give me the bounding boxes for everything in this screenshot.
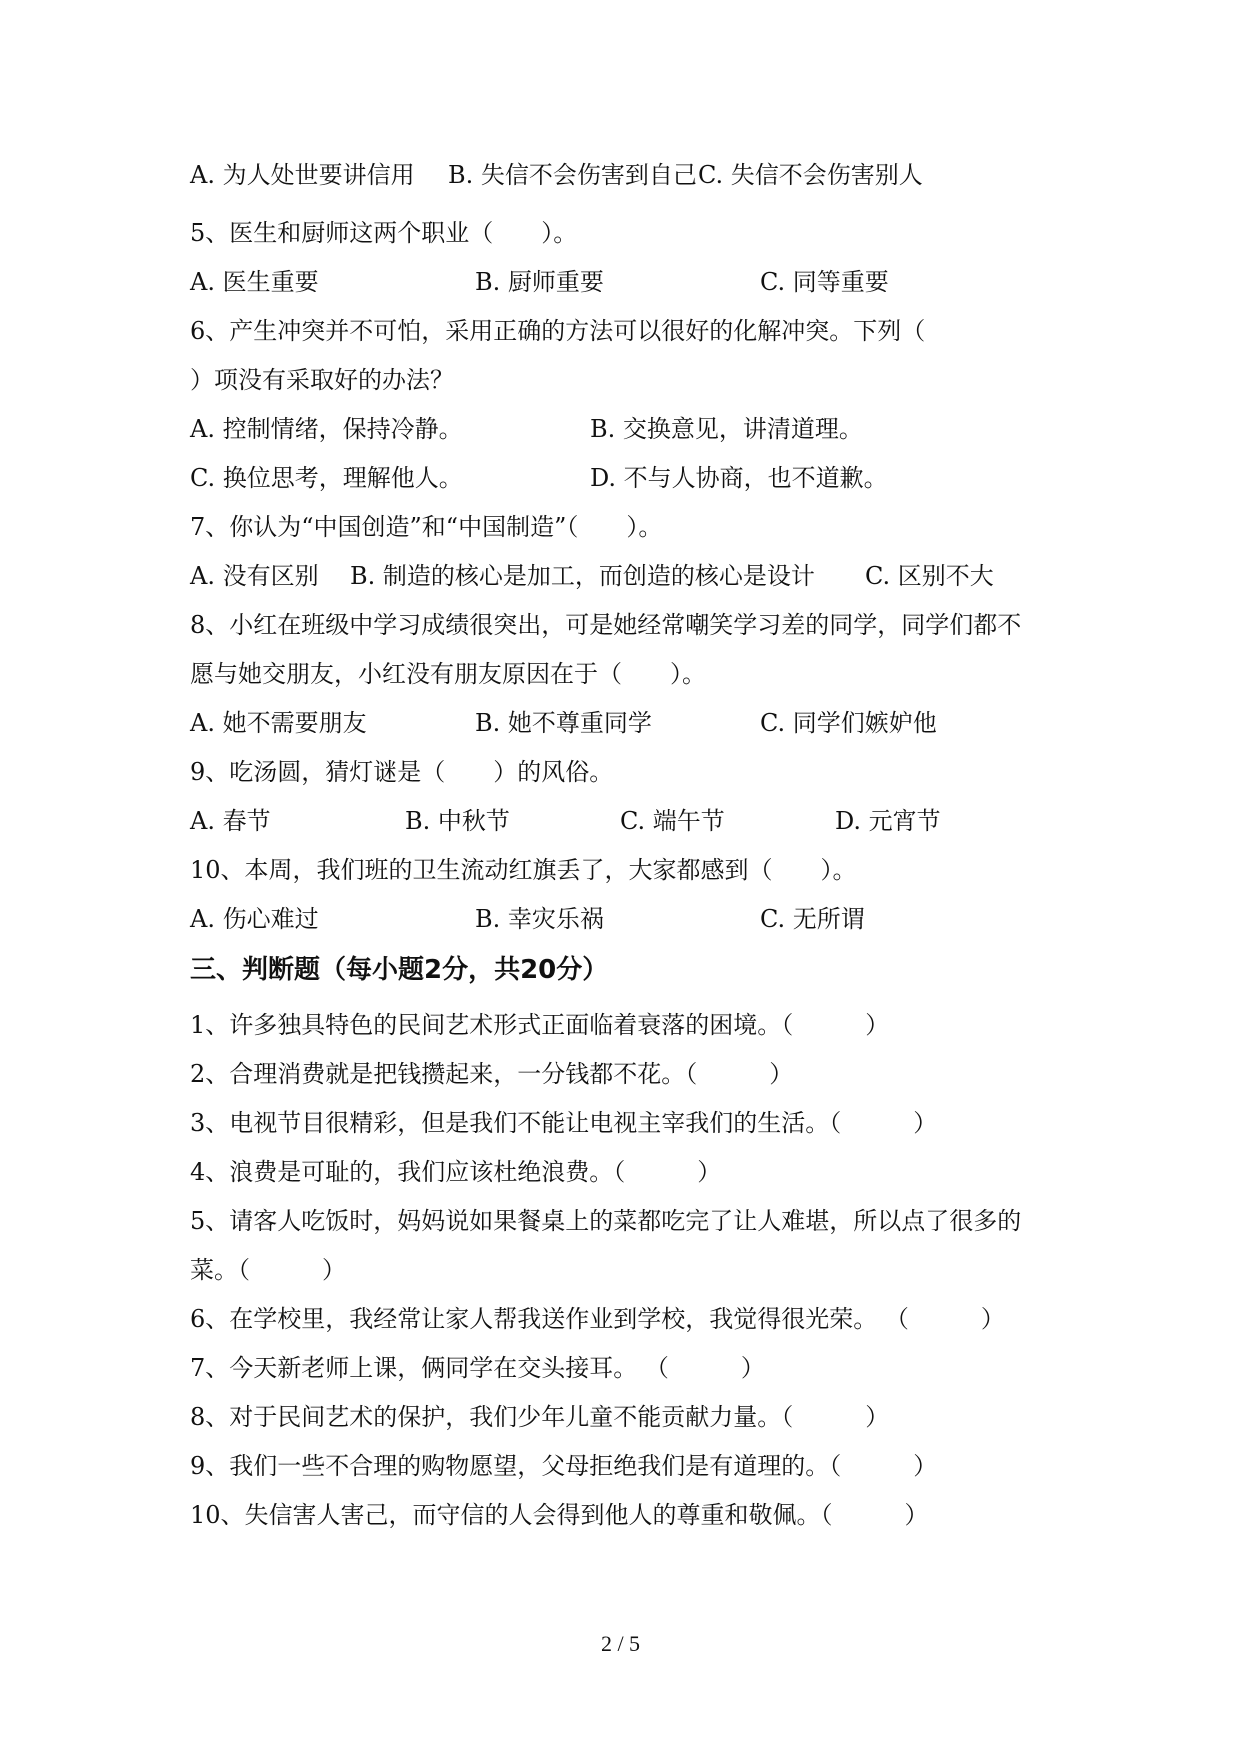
option-a: A. 为人处世要讲信用 — [190, 161, 415, 189]
option-c: C. 换位思考，理解他人。 — [190, 464, 463, 492]
judgment-item-6: 6、在学校里，我经常让家人帮我送作业到学校，我觉得很光荣。 （ ） — [190, 1305, 1005, 1333]
option-a: A. 伤心难过 — [190, 905, 319, 933]
judgment-item-1: 1、许多独具特色的民间艺术形式正面临着衰落的困境。（ ） — [190, 1011, 890, 1039]
question-6-stem-line1: 6、产生冲突并不可怕，采用正确的方法可以很好的化解冲突。下列（ — [190, 317, 926, 345]
option-c: C. 区别不大 — [865, 562, 994, 590]
question-8-stem-line2: 愿与她交朋友，小红没有朋友原因在于（ ）。 — [190, 660, 706, 688]
judgment-item-8: 8、对于民间艺术的保护，我们少年儿童不能贡献力量。（ ） — [190, 1403, 890, 1431]
option-c: C. 同学们嫉妒他 — [760, 709, 937, 737]
option-a: A. 医生重要 — [190, 268, 319, 296]
judgment-item-9: 9、我们一些不合理的购物愿望，父母拒绝我们是有道理的。（ ） — [190, 1452, 938, 1480]
option-d: D. 元宵节 — [835, 807, 941, 835]
option-c: C. 同等重要 — [760, 268, 889, 296]
option-b: B. 中秋节 — [405, 807, 510, 835]
option-b: B. 制造的核心是加工，而创造的核心是设计 — [350, 562, 815, 590]
section-heading: 三、判断题（每小题2分，共20分） — [190, 955, 609, 985]
judgment-item-2: 2、合理消费就是把钱攒起来，一分钱都不花。（ ） — [190, 1060, 794, 1088]
judgment-item-10: 10、失信害人害己，而守信的人会得到他人的尊重和敬佩。（ ） — [190, 1501, 929, 1529]
question-6-stem-line2: ）项没有采取好的办法？ — [190, 366, 454, 394]
question-5-stem: 5、医生和厨师这两个职业（ ）。 — [190, 219, 578, 247]
judgment-item-7: 7、今天新老师上课，俩同学在交头接耳。 （ ） — [190, 1354, 765, 1382]
option-b: B. 幸灾乐祸 — [475, 905, 604, 933]
question-7-stem: 7、你认为“中国创造”和“中国制造”（ ）。 — [190, 513, 663, 541]
judgment-item-5-line2: 菜。（ ） — [190, 1256, 346, 1284]
judgment-item-5-line1: 5、请客人吃饭时，妈妈说如果餐桌上的菜都吃完了让人难堪，所以点了很多的 — [190, 1207, 1022, 1235]
option-b: B. 交换意见，讲清道理。 — [590, 415, 863, 443]
option-a: A. 没有区别 — [190, 562, 319, 590]
option-a: A. 春节 — [190, 807, 271, 835]
option-b: B. 她不尊重同学 — [475, 709, 652, 737]
question-10-stem: 10、本周，我们班的卫生流动红旗丢了，大家都感到（ ）。 — [190, 856, 857, 884]
question-8-stem-line1: 8、小红在班级中学习成绩很突出，可是她经常嘲笑学习差的同学，同学们都不 — [190, 611, 1022, 639]
option-c: C. 失信不会伤害别人 — [698, 161, 923, 189]
judgment-item-4: 4、浪费是可耻的，我们应该杜绝浪费。（ ） — [190, 1158, 722, 1186]
option-b: B. 失信不会伤害到自己 — [448, 161, 697, 189]
question-9-stem: 9、吃汤圆，猜灯谜是（ ）的风俗。 — [190, 758, 614, 786]
option-a: A. 她不需要朋友 — [190, 709, 367, 737]
judgment-item-3: 3、电视节目很精彩，但是我们不能让电视主宰我们的生活。（ ） — [190, 1109, 938, 1137]
option-a: A. 控制情绪，保持冷静。 — [190, 415, 463, 443]
option-b: B. 厨师重要 — [475, 268, 604, 296]
option-c: C. 端午节 — [620, 807, 725, 835]
option-c: C. 无所谓 — [760, 905, 865, 933]
page-number: 2 / 5 — [600, 1631, 641, 1656]
option-d: D. 不与人协商，也不道歉。 — [590, 464, 888, 492]
